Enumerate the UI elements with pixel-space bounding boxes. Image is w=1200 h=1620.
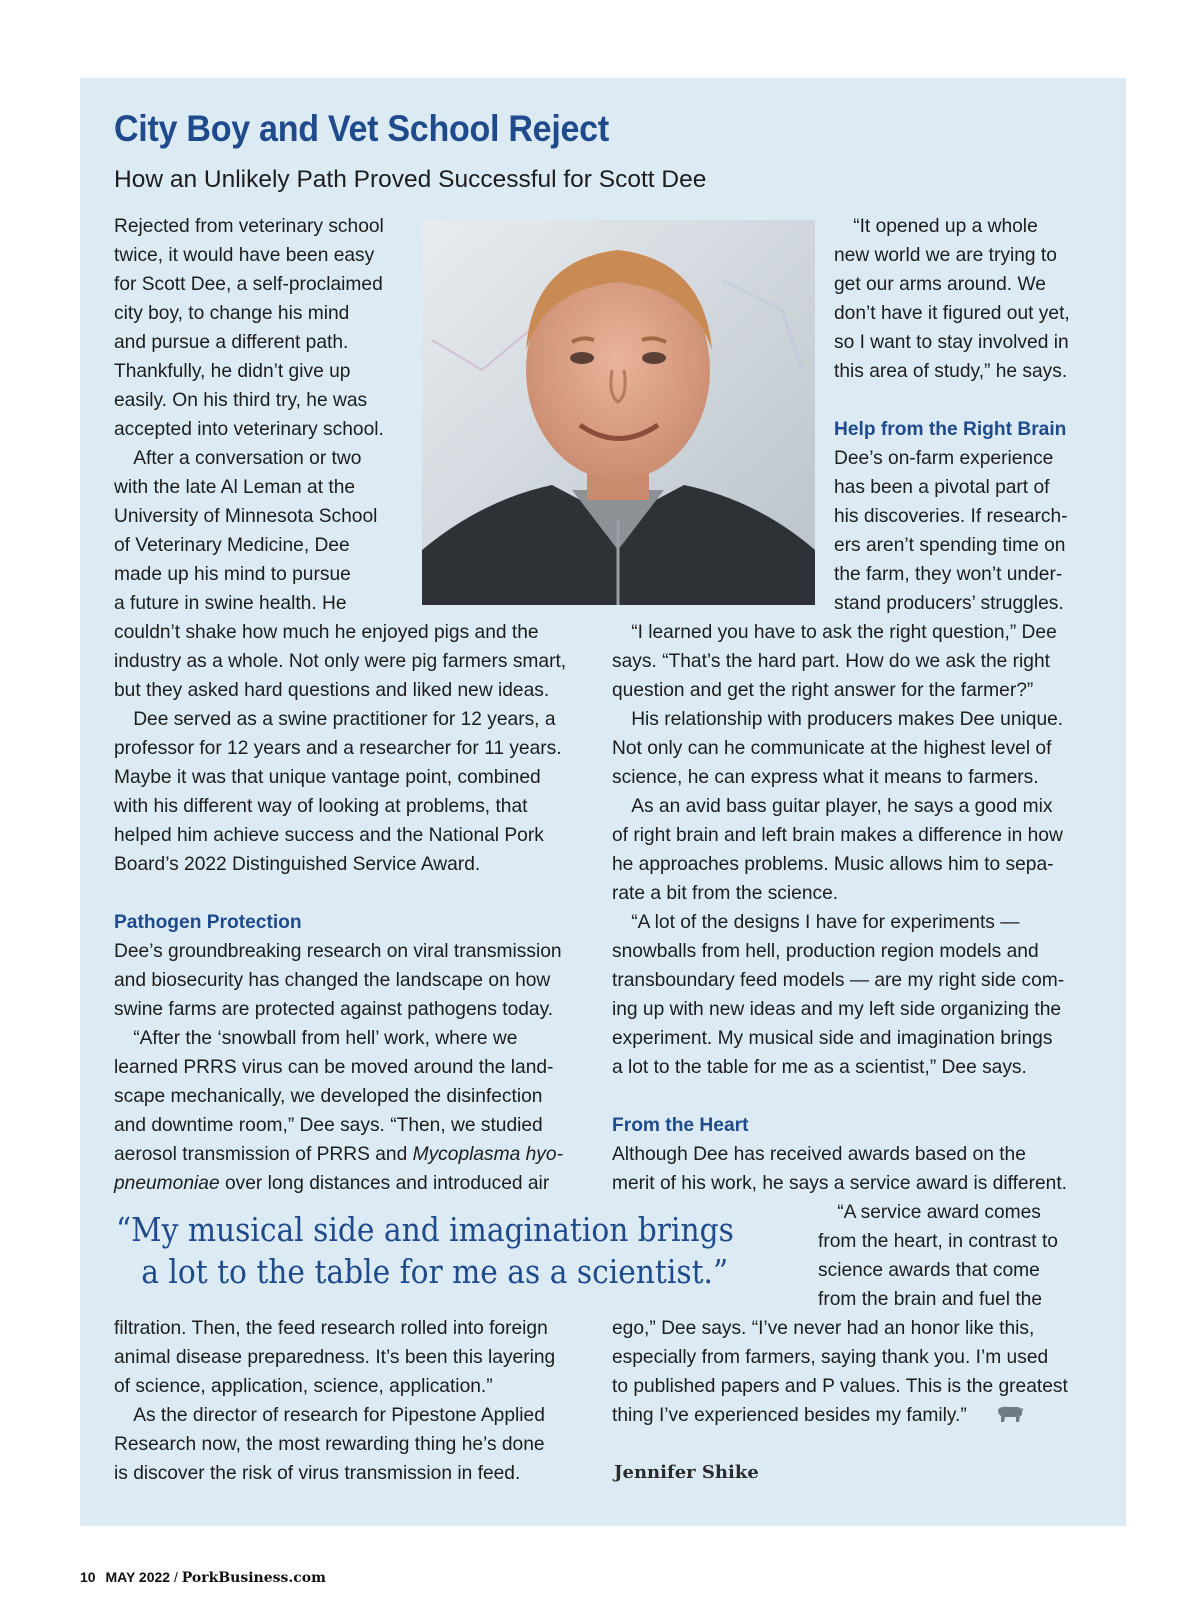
pull-quote-line-1: “My musical side and imagination brings — [116, 1210, 734, 1249]
text-line: a future in swine health. He — [114, 593, 347, 614]
article-subtitle: How an Unlikely Path Proved Successful for Scott Dee — [114, 166, 707, 193]
pull-quote-line-2: a lot to the table for me as a scientist.” — [141, 1252, 729, 1291]
text-line: is discover the risk of virus transmission in feed. — [114, 1463, 521, 1484]
text-line: has been a pivotal part of — [834, 477, 1050, 498]
section-heading: Help from the Right Brain — [834, 419, 1067, 440]
text-line: Not only can he communicate at the highest level of — [612, 738, 1052, 759]
text-line: stand producers’ struggles. — [834, 593, 1064, 614]
text-line: don’t have it figured out yet, — [834, 303, 1070, 324]
text-line: University of Minnesota School — [114, 506, 378, 527]
text-line: says. “That’s the hard part. How do we ask the right — [612, 651, 1050, 672]
text-line: of Veterinary Medicine, Dee — [114, 535, 350, 556]
text-line: this area of study,” he says. — [834, 361, 1068, 382]
text-line: he approaches problems. Music allows him to sepa- — [612, 854, 1054, 875]
text-line: get our arms around. We — [834, 274, 1046, 295]
article-title: City Boy and Vet School Reject — [114, 108, 609, 149]
text-line: and downtime room,” Dee says. “Then, we studied — [114, 1115, 543, 1136]
text-line: swine farms are protected against pathogens today. — [114, 999, 554, 1020]
paragraph-gap — [114, 879, 566, 908]
text-line: thing I’ve experienced besides my family.” — [612, 1405, 967, 1426]
column-right-beside-quote — [818, 1198, 1058, 1314]
text-line: city boy, to change his mind — [114, 303, 350, 324]
text-line: filtration. Then, the feed research rolled into foreign — [114, 1318, 548, 1339]
text-line: industry as a whole. Not only were pig farmers smart, — [114, 651, 567, 672]
text-line: Rejected from veterinary school — [114, 216, 384, 237]
text-line: made up his mind to pursue — [114, 564, 351, 585]
text-line: new world we are trying to — [834, 245, 1057, 266]
text-line: accepted into veterinary school. — [114, 419, 384, 440]
text-line: easily. On his third try, he was — [114, 390, 368, 411]
text-line: Dee’s on-farm experience — [834, 448, 1054, 469]
text-line: from the heart, in contrast to — [818, 1231, 1058, 1252]
text-line: with his different way of looking at problems, that — [114, 796, 528, 817]
pull-quote — [116, 1209, 803, 1293]
text-line: “It opened up a whole — [834, 216, 1038, 237]
text-line: learned PRRS virus can be moved around the land- — [114, 1057, 554, 1078]
page-number: 10 — [80, 1569, 96, 1585]
text-line: pneumoniae over long distances and introduced air — [114, 1173, 550, 1194]
issue-date: MAY 2022 — [105, 1569, 171, 1585]
text-line: couldn’t shake how much he enjoyed pigs and the — [114, 622, 539, 643]
text-line: with the late Al Leman at the — [114, 477, 356, 498]
text-line: especially from farmers, saying thank you. I’m used — [612, 1347, 1049, 1368]
text-line: and biosecurity has changed the landscape on how — [114, 970, 551, 991]
text-line: experiment. My musical side and imagination brings — [612, 1028, 1053, 1049]
text-line: professor for 12 years and a researcher for 11 years. — [114, 738, 562, 759]
text-line: question and get the right answer for the farmer?” — [612, 680, 1034, 701]
text-line: but they asked hard questions and liked new ideas. — [114, 680, 550, 701]
byline: Jennifer Shike — [614, 1462, 759, 1483]
text-line: ing up with new ideas and my left side organizing the — [612, 999, 1062, 1020]
pig-icon — [996, 1404, 1024, 1424]
text-line: so I want to stay involved in — [834, 332, 1069, 353]
text-line: rate a bit from the science. — [612, 883, 839, 904]
website-link[interactable]: PorkBusiness.com — [181, 1570, 326, 1586]
text-line: to published papers and P values. This is the greatest — [612, 1376, 1068, 1397]
text-line: Thankfully, he didn’t give up — [114, 361, 351, 382]
text-line: ers aren’t spending time on — [834, 535, 1066, 556]
text-line: for Scott Dee, a self-proclaimed — [114, 274, 383, 295]
text-line: Research now, the most rewarding thing he’s done — [114, 1434, 545, 1455]
text-line: a lot to the table for me as a scientist,” Dee says. — [612, 1057, 1027, 1078]
text-line: his discoveries. If research- — [834, 506, 1068, 527]
text-line: of right brain and left brain makes a difference in how — [612, 825, 1063, 846]
text-line: Dee served as a swine practitioner for 12 years, a — [114, 709, 556, 730]
text-line: “After the ‘snowball from hell’ work, where we — [114, 1028, 518, 1049]
text-line: Dee’s groundbreaking research on viral transmission — [114, 941, 562, 962]
text-line: science, he can express what it means to farmers. — [612, 767, 1039, 788]
text-line: Board’s 2022 Distinguished Service Award. — [114, 854, 481, 875]
text-line: merit of his work, he says a service award is different. — [612, 1173, 1067, 1194]
text-line: twice, it would have been easy — [114, 245, 375, 266]
text-line: Maybe it was that unique vantage point, combined — [114, 767, 541, 788]
footer-separator: / — [173, 1569, 178, 1585]
paragraph-gap — [834, 386, 1070, 415]
text-line: scape mechanically, we developed the disinfection — [114, 1086, 543, 1107]
scott-dee-portrait-photo — [422, 220, 815, 605]
section-heading: Pathogen Protection — [114, 912, 302, 933]
text-line: As the director of research for Pipestone Applied — [114, 1405, 545, 1426]
section-heading: From the Heart — [612, 1115, 749, 1136]
text-line: helped him achieve success and the National Pork — [114, 825, 544, 846]
text-line: transboundary feed models — are my right side com- — [612, 970, 1065, 991]
page-footer — [80, 1569, 326, 1586]
text-line: “A service award comes — [818, 1202, 1041, 1223]
text-line: “I learned you have to ask the right question,” Dee — [612, 622, 1057, 643]
text-line: aerosol transmission of PRRS and Mycoplasma hyo- — [114, 1144, 563, 1165]
text-line: science awards that come — [818, 1260, 1040, 1281]
text-line: the farm, they won’t under- — [834, 564, 1063, 585]
text-line: from the brain and fuel the — [818, 1289, 1042, 1310]
text-line: animal disease preparedness. It’s been this layering — [114, 1347, 556, 1368]
text-line: Although Dee has received awards based on the — [612, 1144, 1026, 1165]
column-right-top — [834, 212, 1070, 618]
text-line: “A lot of the designs I have for experiments — — [612, 912, 1020, 933]
column-left-middle — [114, 618, 566, 1198]
column-left-bottom — [114, 1314, 555, 1488]
text-line: As an avid bass guitar player, he says a good mix — [612, 796, 1053, 817]
text-line: and pursue a different path. — [114, 332, 349, 353]
text-line: of science, application, science, application.” — [114, 1376, 493, 1397]
paragraph-gap — [612, 1082, 1067, 1111]
text-line: snowballs from hell, production region models and — [612, 941, 1039, 962]
text-line: After a conversation or two — [114, 448, 362, 469]
column-right-middle — [612, 618, 1067, 1198]
column-left-top — [114, 212, 384, 618]
text-line: His relationship with producers makes Dee unique. — [612, 709, 1064, 730]
text-line: ego,” Dee says. “I’ve never had an honor like this, — [612, 1318, 1035, 1339]
